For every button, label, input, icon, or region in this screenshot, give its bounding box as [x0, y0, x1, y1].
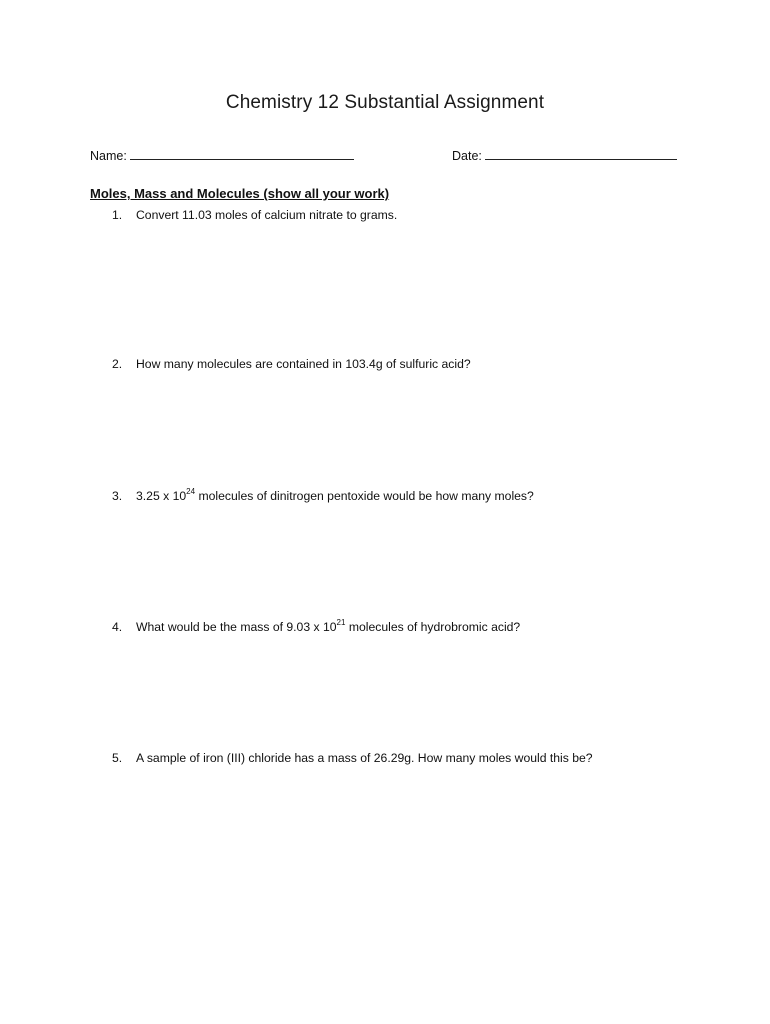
- question-1: [112, 208, 397, 222]
- question-text: How many molecules are contained in 103.4g of sulfuric acid?: [136, 357, 471, 371]
- name-field: [90, 148, 354, 163]
- date-blank-line: [485, 148, 677, 160]
- question-text-end: molecules of hydrobromic acid?: [345, 620, 521, 634]
- date-label: Date:: [452, 149, 482, 163]
- name-blank-line: [130, 148, 354, 160]
- date-field: [452, 148, 677, 163]
- question-text: A sample of iron (III) chloride has a mass of 26.29g. How many moles would this be?: [136, 751, 593, 765]
- section-heading: Moles, Mass and Molecules (show all your work): [90, 186, 390, 201]
- question-number: 4.: [112, 620, 123, 634]
- question-number: 3.: [112, 489, 123, 503]
- page-title: Chemistry 12 Substantial Assignment: [225, 92, 545, 113]
- exponent: 21: [336, 618, 346, 627]
- question-text-start: What would be the mass of 9.03 x 10: [136, 620, 337, 634]
- question-text: Convert 11.03 moles of calcium nitrate to grams.: [136, 208, 398, 222]
- exponent: 24: [186, 487, 196, 496]
- question-text-start: 3.25 x 10: [136, 489, 187, 503]
- name-label: Name:: [90, 149, 127, 163]
- question-number: 1.: [112, 208, 123, 222]
- question-number: 2.: [112, 357, 123, 371]
- question-text-end: molecules of dinitrogen pentoxide would be how many moles?: [195, 489, 534, 503]
- question-3: [112, 489, 534, 503]
- question-2: [112, 357, 471, 371]
- question-number: 5.: [112, 751, 123, 765]
- question-4: [112, 620, 520, 634]
- question-5: [112, 751, 593, 765]
